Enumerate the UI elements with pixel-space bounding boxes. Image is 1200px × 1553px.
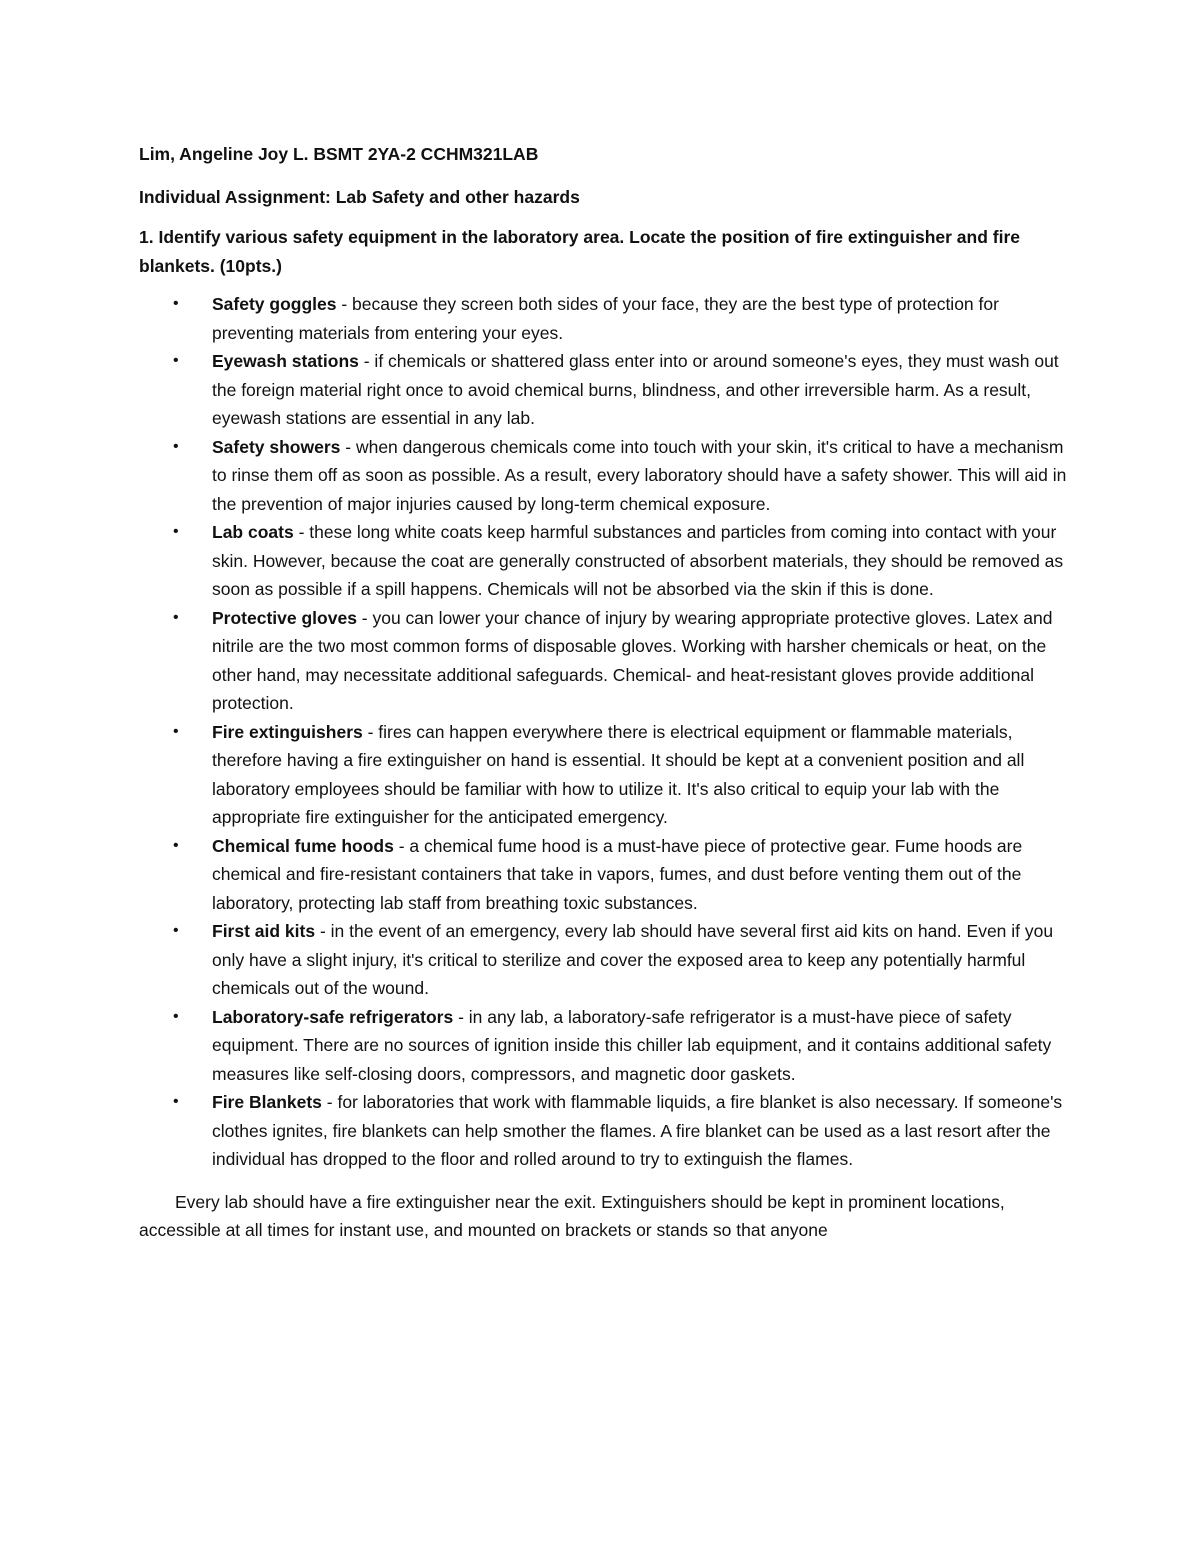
assignment-title: Individual Assignment: Lab Safety and other hazards	[139, 186, 580, 207]
list-item	[139, 718, 1069, 832]
item-term: Fire Blankets	[212, 1092, 322, 1112]
item-term: First aid kits	[212, 921, 316, 941]
item-description: - a chemical fume hood is a must-have piece of protective gear. Fume hoods are chemical and fire-resistant containers that take in vapors, fumes, and dust before venting them out of the laboratory, protecting lab staff from breathing toxic substances.	[212, 835, 1023, 913]
list-item	[139, 347, 1069, 433]
item-description: - for laboratories that work with flammable liquids, a fire blanket is also necessary. If someone's clothes ignites, fire blankets can help smother the flames. A fire blanket can be used as a last resort after the individual has dropped to the floor and rolled around to try to extinguish the flames.	[212, 1092, 1063, 1169]
safety-equipment-list	[139, 290, 1069, 1174]
item-description: - these long white coats keep harmful substances and particles from coming into contact with your skin. However, because the coat are generally constructed of absorbent materials, they should be removed as soon as possible if a spill happens. Chemicals will not be absorbed via the skin if this is done.	[212, 522, 1064, 599]
list-item	[139, 917, 1069, 1003]
closing-paragraph: Every lab should have a fire extinguisher near the exit. Extinguishers should be kept in prominent locations, accessible at all times for instant use, and mounted on brackets or stands so that anyone	[139, 1191, 1005, 1240]
list-item	[139, 518, 1069, 604]
question-1: 1. Identify various safety equipment in the laboratory area. Locate the position of fire extinguisher and fire blankets. (10pts.)	[139, 227, 1021, 276]
bullet-icon: •	[173, 352, 179, 369]
bullet-icon: •	[173, 437, 179, 455]
bullet-icon: •	[173, 722, 179, 740]
bullet-icon: •	[173, 523, 179, 540]
bullet-icon: •	[173, 1093, 179, 1110]
item-description: - when dangerous chemicals come into touch with your skin, it's critical to have a mechanism to rinse them off as soon as possible. As a result, every laboratory should have a safety shower. This will aid in the prevention of major injuries caused by long-term chemical exposure.	[212, 436, 1067, 514]
list-item	[139, 290, 1069, 347]
item-description: - in any lab, a laboratory-safe refrigerator is a must-have piece of safety equipment. There are no sources of ignition inside this chiller lab equipment, and it contains additional safety measures like self-closing doors, compressors, and magnetic door gaskets.	[212, 1006, 1052, 1084]
item-term: Protective gloves	[212, 607, 357, 628]
item-term: Eyewash stations	[212, 351, 359, 371]
list-item	[139, 1088, 1069, 1174]
item-term: Chemical fume hoods	[212, 835, 394, 856]
item-description: - if chemicals or shattered glass enter into or around someone's eyes, they must wash out the foreign material right once to avoid chemical burns, blindness, and other irreversible harm. As a result, eyewash stations are essential in any lab.	[212, 351, 1059, 428]
bullet-icon: •	[173, 922, 179, 939]
list-item	[139, 604, 1069, 718]
list-item	[139, 1003, 1069, 1089]
student-info-line: Lim, Angeline Joy L. BSMT 2YA-2 CCHM321LAB	[139, 144, 539, 164]
bullet-icon: •	[173, 836, 179, 854]
item-description: - because they screen both sides of your face, they are the best type of protection for preventing materials from entering your eyes.	[212, 294, 999, 343]
item-description: - in the event of an emergency, every lab should have several first aid kits on hand. Even if you only have a slight injury, it's critical to sterilize and cover the exposed area to keep any potentially harmful chemicals out of the wound.	[212, 921, 1054, 998]
item-description: - fires can happen everywhere there is electrical equipment or flammable materials, therefore having a fire extinguisher on hand is essential. It should be kept at a convenient position and all laboratory employees should be familiar with how to utilize it. It's also critical to equip your lab with the appropriate fire extinguisher for the anticipated emergency.	[212, 721, 1025, 827]
bullet-icon: •	[173, 608, 179, 626]
bullet-icon: •	[173, 1007, 179, 1025]
document-page	[139, 140, 1069, 1245]
list-item	[139, 832, 1069, 918]
item-description: - you can lower your chance of injury by wearing appropriate protective gloves. Latex and nitrile are the two most common forms of disposable gloves. Working with harsher chemicals or heat, on the other hand, may necessitate additional safeguards. Chemical- and heat-resistant gloves provide additional protection.	[212, 607, 1053, 713]
bullet-icon: •	[173, 295, 179, 312]
item-term: Fire extinguishers	[212, 721, 363, 742]
item-term: Laboratory-safe refrigerators	[212, 1006, 454, 1027]
item-term: Lab coats	[212, 522, 294, 542]
item-term: Safety showers	[212, 436, 341, 457]
item-term: Safety goggles	[212, 294, 337, 314]
list-item	[139, 433, 1069, 519]
